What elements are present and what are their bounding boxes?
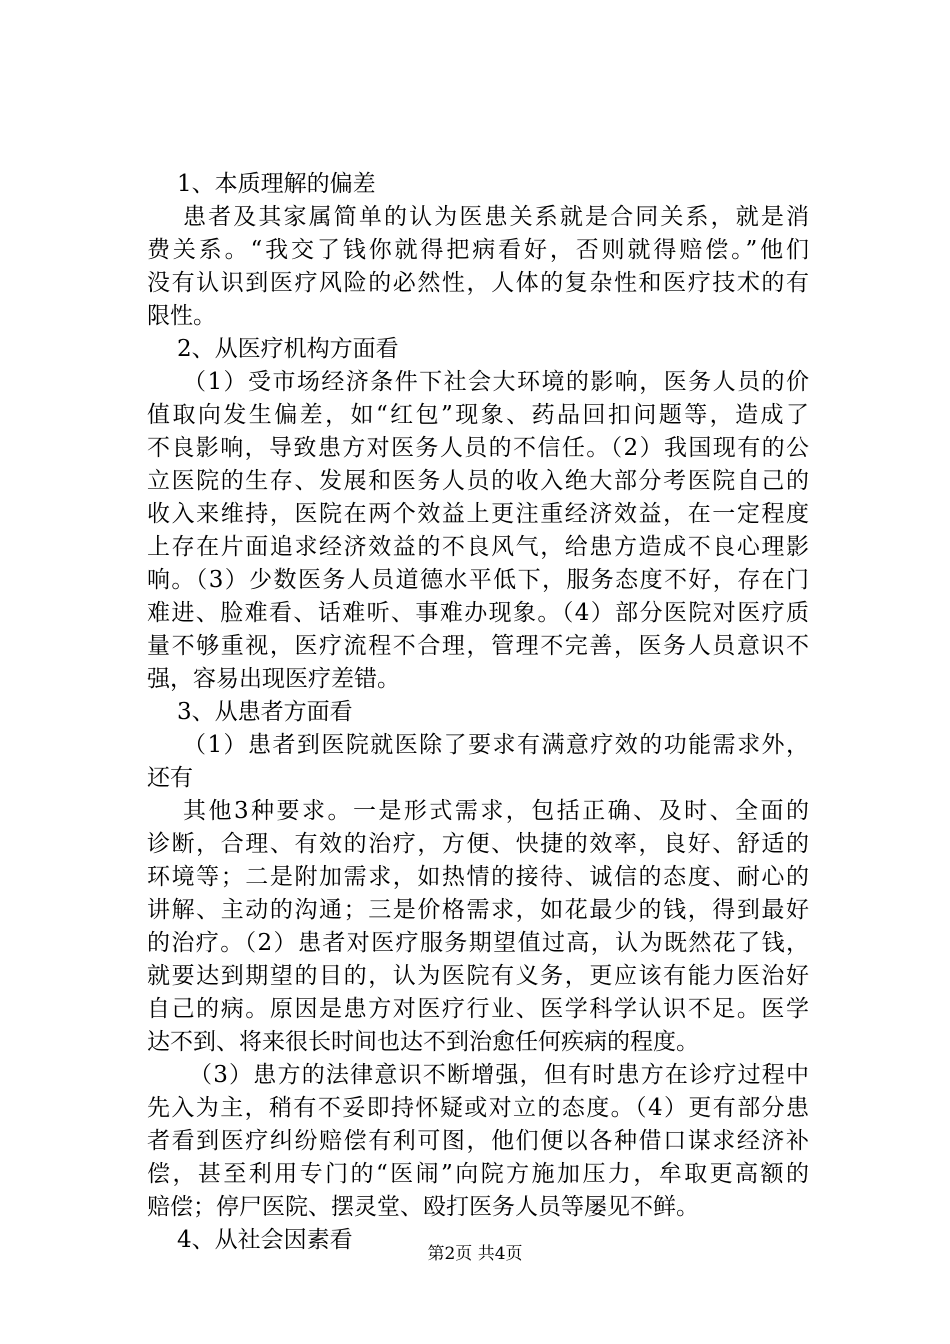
- paragraph-line: 达不到、将来很长时间也达不到治愈任何疾病的程度。: [147, 1029, 699, 1055]
- section-heading-4: 4、从社会因素看: [177, 1227, 353, 1253]
- paragraph-line: 量不够重视，医疗流程不合理，管理不完善，医务人员意识不: [147, 633, 809, 659]
- paragraph-line: （3）患方的法律意识不断增强，但有时患方在诊疗过程中: [189, 1062, 809, 1088]
- document-body: [147, 168, 809, 1257]
- paragraph-line: 强，容易出现医疗差错。: [147, 666, 400, 692]
- paragraph-line: 费关系。“我交了钱你就得把病看好，否则就得赔偿。”他们: [147, 237, 809, 263]
- page-footer: 第2页 共4页: [427, 1244, 523, 1264]
- section-heading-1: 1、本质理解的偏差: [177, 171, 376, 197]
- paragraph-line: 就要达到期望的目的，认为医院有义务，更应该有能力医治好: [147, 963, 809, 989]
- paragraph-line: （1）患者到医院就医除了要求有满意疗效的功能需求外，: [183, 732, 809, 758]
- paragraph-line: 的治疗。（2）患者对医疗服务期望值过高，认为既然花了钱，: [147, 930, 809, 956]
- paragraph-line: 其他3种要求。一是形式需求，包括正确、及时、全面的: [183, 798, 809, 824]
- paragraph-line: 限性。: [147, 303, 216, 329]
- paragraph-line: 自己的病。原因是患方对医疗行业、医学科学认识不足。医学: [147, 996, 809, 1022]
- paragraph-line: 赔偿；停尸医院、摆灵堂、殴打医务人员等屡见不鲜。: [147, 1194, 699, 1220]
- paragraph-line: 偿，甚至利用专门的“医闹”向院方施加压力，牟取更高额的: [147, 1161, 809, 1187]
- paragraph-line: 先入为主，稍有不妥即持怀疑或对立的态度。（4）更有部分患: [147, 1095, 809, 1121]
- paragraph-line: 环境等；二是附加需求，如热情的接待、诚信的态度、耐心的: [147, 864, 809, 890]
- paragraph-line: 难进、脸难看、话难听、事难办现象。（4）部分医院对医疗质: [147, 600, 809, 626]
- paragraph-line: （1）受市场经济条件下社会大环境的影响，医务人员的价: [183, 369, 809, 395]
- paragraph-line: 诊断，合理、有效的治疗，方便、快捷的效率，良好、舒适的: [147, 831, 809, 857]
- paragraph-line: 没有认识到医疗风险的必然性，人体的复杂性和医疗技术的有: [147, 270, 809, 296]
- section-heading-3: 3、从患者方面看: [177, 699, 353, 725]
- paragraph-line: 立医院的生存、发展和医务人员的收入绝大部分考医院自己的: [147, 468, 809, 494]
- paragraph-line: 者看到医疗纠纷赔偿有利可图，他们便以各种借口谋求经济补: [147, 1128, 809, 1154]
- paragraph-line: 还有: [147, 765, 193, 791]
- paragraph-line: 收入来维持，医院在两个效益上更注重经济效益，在一定程度: [147, 501, 809, 527]
- paragraph-line: 上存在片面追求经济效益的不良风气，给患方造成不良心理影: [147, 534, 809, 560]
- paragraph-line: 响。（3）少数医务人员道德水平低下，服务态度不好，存在门: [147, 567, 809, 593]
- section-heading-2: 2、从医疗机构方面看: [177, 336, 399, 362]
- paragraph-line: 不良影响，导致患方对医务人员的不信任。（2）我国现有的公: [147, 435, 809, 461]
- paragraph-line: 值取向发生偏差，如“红包”现象、药品回扣问题等，造成了: [147, 402, 809, 428]
- paragraph-line: 讲解、主动的沟通；三是价格需求，如花最少的钱，得到最好: [147, 897, 809, 923]
- paragraph-line: 患者及其家属简单的认为医患关系就是合同关系，就是消: [183, 204, 809, 230]
